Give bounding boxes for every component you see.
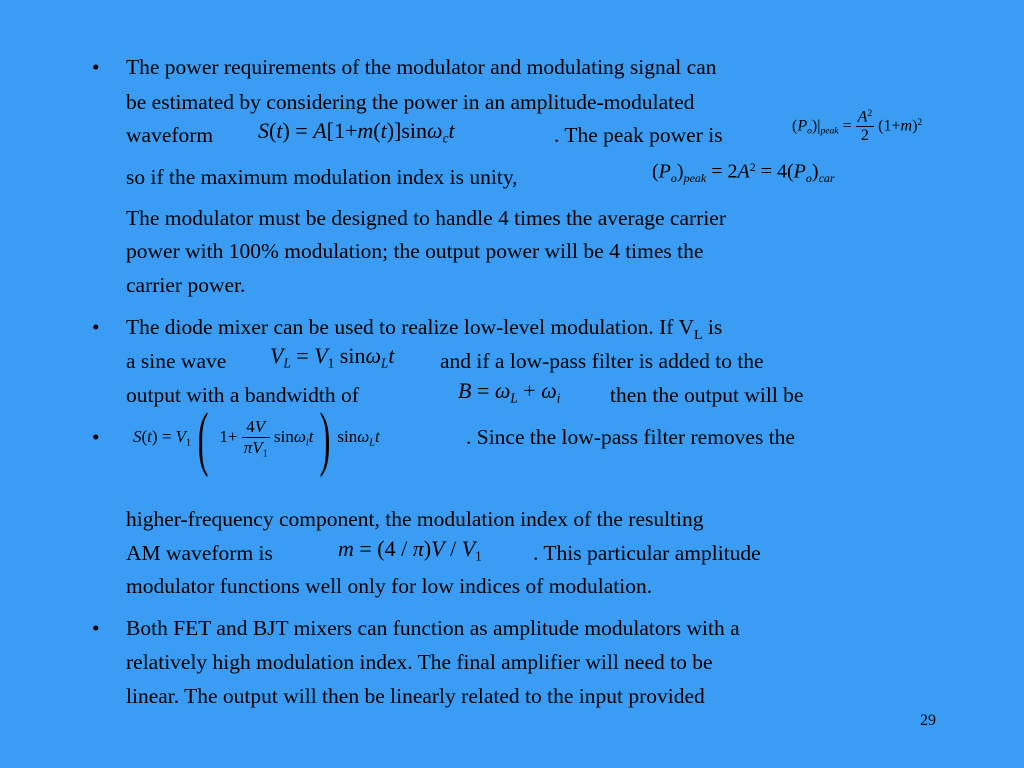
paragraph-2-line-3b: then the output will be <box>610 383 804 407</box>
paragraph-2-line-2b: and if a low-pass filter is added to the <box>440 349 764 373</box>
paragraph-3-line-3b: . This particular amplitude <box>533 541 761 565</box>
paragraph-3-line-2: higher-frequency component, the modulation index of the resulting <box>126 507 704 531</box>
paragraph-4-line-1: Both FET and BJT mixers can function as amplitude modulators with a <box>126 616 740 640</box>
paragraph-2-line-1a: The diode mixer can be used to realize low-level modulation. If V <box>126 315 694 339</box>
paragraph-2-line-1b: is <box>702 315 723 339</box>
bullet-marker: • <box>92 616 100 640</box>
bullet-marker: • <box>92 425 100 449</box>
paragraph-2-line-3a: output with a bandwidth of <box>126 383 359 407</box>
paragraph-1-line-3b: . The peak power is <box>554 123 723 147</box>
paragraph-3-line-4: modulator functions well only for low indices of modulation. <box>126 574 653 598</box>
equation-bandwidth: $B = \omega_L + \omega_i$ <box>458 378 561 406</box>
paragraph-1-line-4a: so if the maximum modulation index is unity, <box>126 165 518 189</box>
paragraph-1-line-6: power with 100% modulation; the output power will be 4 times the <box>126 239 704 263</box>
paragraph-1-line-3a: waveform <box>126 123 214 147</box>
paragraph-2-line-1 <box>126 314 722 349</box>
bullet-marker: • <box>92 315 100 339</box>
paragraph-4-line-3: linear. The output will then be linearly related to the input provided <box>126 684 705 708</box>
equation-modulation-index: $m = (4 / \pi)V / V_1$ <box>338 536 482 564</box>
paragraph-3-line-1b: . Since the low-pass filter removes the <box>466 425 795 449</box>
equation-sine-wave: $V_L = V_1$ sinω$_L$t <box>270 343 395 371</box>
paragraph-1-line-2: be estimated by considering the power in an amplitude-modulated <box>126 90 695 114</box>
paragraph-4-line-2: relatively high modulation index. The final amplifier will need to be <box>126 650 713 674</box>
equation-peak-power: $(P_o)|_{peak}$ = $\frac{A^2}{2}$ $(1+m)^2$ <box>792 108 923 145</box>
equation-output: $S(t) = V_1$( 1+ $\frac{4V}{\pi V_1}$ sinω$_i$t) sinω$_L$t <box>133 398 380 478</box>
paragraph-2-line-2a: a sine wave <box>126 349 227 373</box>
page-number: 29 <box>920 712 936 729</box>
equation-am-waveform: S(t) = A[1+m(t)]sinω$_c$t <box>258 118 455 146</box>
bullet-marker: • <box>92 55 100 79</box>
paragraph-1-line-1: The power requirements of the modulator and modulating signal can <box>126 55 717 79</box>
paragraph-1-line-5: The modulator must be designed to handle 4 times the average carrier <box>126 206 726 230</box>
paragraph-3-line-3a: AM waveform is <box>126 541 273 565</box>
equation-peak-car: $(P_o)_{peak} = 2A^2 = 4(P_o)_{car}$ <box>652 160 835 185</box>
paragraph-1-line-7: carrier power. <box>126 273 246 297</box>
subscript-L: L <box>693 327 703 343</box>
